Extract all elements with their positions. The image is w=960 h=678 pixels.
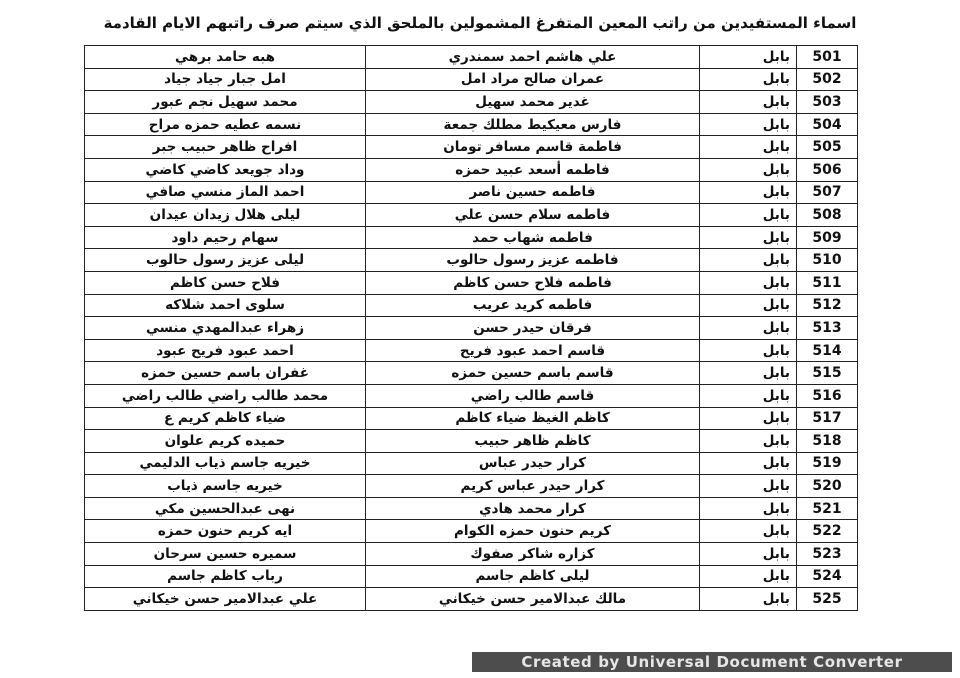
row-number-cell: 525 — [797, 588, 858, 611]
row-number-cell: 509 — [797, 226, 858, 249]
governorate-cell: بابل — [700, 339, 797, 362]
table-row — [85, 588, 858, 611]
converter-watermark: Created by Universal Document Converter — [472, 652, 952, 672]
table-row — [85, 339, 858, 362]
carer-name-cell: امل جبار جياد جياد — [85, 68, 366, 91]
beneficiary-name-cell: فاطمه شهاب حمد — [366, 226, 700, 249]
governorate-cell: بابل — [700, 520, 797, 543]
governorate-cell: بابل — [700, 317, 797, 340]
table-row — [85, 362, 858, 385]
carer-name-cell: سهام رحيم داود — [85, 226, 366, 249]
row-number-cell: 517 — [797, 407, 858, 430]
row-number-cell: 519 — [797, 452, 858, 475]
document-title: اسماء المستفيدين من راتب المعين المتفرغ المشمولين بالملحق الذي سيتم صرف راتبهم الايام القادمة — [103, 14, 857, 32]
row-number-cell: 515 — [797, 362, 858, 385]
table-row — [85, 543, 858, 566]
table-row — [85, 91, 858, 114]
beneficiary-name-cell: كاظم ظاهر حبيب — [366, 430, 700, 453]
carer-name-cell: هبه حامد برهي — [85, 46, 366, 69]
beneficiary-name-cell: غدير محمد سهيل — [366, 91, 700, 114]
table-row — [85, 249, 858, 272]
carer-name-cell: حميده كريم علوان — [85, 430, 366, 453]
carer-name-cell: ليلى هلال زيدان عيدان — [85, 204, 366, 227]
governorate-cell: بابل — [700, 407, 797, 430]
table-row — [85, 294, 858, 317]
table-row — [85, 407, 858, 430]
carer-name-cell: خيريه جاسم ذياب — [85, 475, 366, 498]
governorate-cell: بابل — [700, 204, 797, 227]
carer-name-cell: افراح ظاهر حبيب جبر — [85, 136, 366, 159]
table-row — [85, 136, 858, 159]
beneficiary-name-cell: قاسم باسم حسين حمزه — [366, 362, 700, 385]
beneficiary-name-cell: علي هاشم احمد سمندري — [366, 46, 700, 69]
governorate-cell: بابل — [700, 68, 797, 91]
row-number-cell: 501 — [797, 46, 858, 69]
beneficiary-name-cell: مالك عبدالامير حسن خيكاني — [366, 588, 700, 611]
governorate-cell: بابل — [700, 430, 797, 453]
carer-name-cell: غفران باسم حسين حمزه — [85, 362, 366, 385]
beneficiary-name-cell: كرار حيدر عباس — [366, 452, 700, 475]
governorate-cell: بابل — [700, 543, 797, 566]
table-row — [85, 181, 858, 204]
table-row — [85, 430, 858, 453]
governorate-cell: بابل — [700, 588, 797, 611]
beneficiary-name-cell: فارس معيكيط مطلك جمعة — [366, 113, 700, 136]
governorate-cell: بابل — [700, 497, 797, 520]
table-row — [85, 271, 858, 294]
governorate-cell: بابل — [700, 249, 797, 272]
beneficiary-name-cell: فرقان حيدر حسن — [366, 317, 700, 340]
beneficiary-name-cell: كزاره شاكر صفوك — [366, 543, 700, 566]
carer-name-cell: رباب كاظم جاسم — [85, 565, 366, 588]
beneficiary-name-cell: فاطمه فلاح حسن كاظم — [366, 271, 700, 294]
beneficiary-name-cell: قاسم طالب راضي — [366, 384, 700, 407]
governorate-cell: بابل — [700, 271, 797, 294]
governorate-cell: بابل — [700, 136, 797, 159]
governorate-cell: بابل — [700, 565, 797, 588]
row-number-cell: 524 — [797, 565, 858, 588]
carer-name-cell: محمد طالب راضي طالب راضي — [85, 384, 366, 407]
carer-name-cell: احمد عبود فريح عبود — [85, 339, 366, 362]
governorate-cell: بابل — [700, 181, 797, 204]
table-row — [85, 317, 858, 340]
table-row — [85, 520, 858, 543]
table-row — [85, 475, 858, 498]
carer-name-cell: احمد الماز منسي صافي — [85, 181, 366, 204]
governorate-cell: بابل — [700, 113, 797, 136]
table-row — [85, 113, 858, 136]
row-number-cell: 503 — [797, 91, 858, 114]
row-number-cell: 504 — [797, 113, 858, 136]
carer-name-cell: نسمه عطيه حمزه مراح — [85, 113, 366, 136]
beneficiary-name-cell: كريم حنون حمزه الكوام — [366, 520, 700, 543]
row-number-cell: 516 — [797, 384, 858, 407]
beneficiary-name-cell: فاطمه أسعد عبيد حمزه — [366, 158, 700, 181]
beneficiary-name-cell: كرار محمد هادي — [366, 497, 700, 520]
beneficiary-name-cell: فاطمه سلام حسن علي — [366, 204, 700, 227]
table-row — [85, 384, 858, 407]
governorate-cell: بابل — [700, 475, 797, 498]
beneficiary-name-cell: فاطمه كريد عريب — [366, 294, 700, 317]
governorate-cell: بابل — [700, 362, 797, 385]
governorate-cell: بابل — [700, 384, 797, 407]
carer-name-cell: سميره حسين سرحان — [85, 543, 366, 566]
beneficiary-name-cell: فاطمه حسين ناصر — [366, 181, 700, 204]
carer-name-cell: زهراء عبدالمهدي منسي — [85, 317, 366, 340]
governorate-cell: بابل — [700, 46, 797, 69]
beneficiary-name-cell: عمران صالح مراد امل — [366, 68, 700, 91]
governorate-cell: بابل — [700, 226, 797, 249]
row-number-cell: 514 — [797, 339, 858, 362]
carer-name-cell: ليلى عزيز رسول حالوب — [85, 249, 366, 272]
carer-name-cell: ايه كريم حنون حمزه — [85, 520, 366, 543]
table-row — [85, 46, 858, 69]
table-row — [85, 565, 858, 588]
table-row — [85, 497, 858, 520]
table-row — [85, 158, 858, 181]
row-number-cell: 523 — [797, 543, 858, 566]
row-number-cell: 506 — [797, 158, 858, 181]
row-number-cell: 512 — [797, 294, 858, 317]
carer-name-cell: ضياء كاظم كريم ع — [85, 407, 366, 430]
table-row — [85, 226, 858, 249]
row-number-cell: 502 — [797, 68, 858, 91]
governorate-cell: بابل — [700, 91, 797, 114]
row-number-cell: 520 — [797, 475, 858, 498]
carer-name-cell: خيريه جاسم ذياب الدليمي — [85, 452, 366, 475]
governorate-cell: بابل — [700, 452, 797, 475]
row-number-cell: 507 — [797, 181, 858, 204]
row-number-cell: 505 — [797, 136, 858, 159]
beneficiary-name-cell: فاطمة قاسم مسافر تومان — [366, 136, 700, 159]
beneficiary-name-cell: ليلى كاظم جاسم — [366, 565, 700, 588]
carer-name-cell: علي عبدالامير حسن خيكاني — [85, 588, 366, 611]
beneficiary-name-cell: كرار حيدر عباس كريم — [366, 475, 700, 498]
carer-name-cell: نهى عبدالحسين مكي — [85, 497, 366, 520]
row-number-cell: 522 — [797, 520, 858, 543]
table-row — [85, 68, 858, 91]
governorate-cell: بابل — [700, 294, 797, 317]
table-row — [85, 204, 858, 227]
row-number-cell: 511 — [797, 271, 858, 294]
beneficiaries-table — [84, 45, 858, 611]
carer-name-cell: سلوى احمد شلاكه — [85, 294, 366, 317]
beneficiary-name-cell: كاظم الغيظ ضياء كاظم — [366, 407, 700, 430]
row-number-cell: 508 — [797, 204, 858, 227]
row-number-cell: 521 — [797, 497, 858, 520]
carer-name-cell: وداد جويعد كاضي كاضي — [85, 158, 366, 181]
table-row — [85, 452, 858, 475]
table-body — [85, 46, 858, 611]
beneficiary-name-cell: فاطمه عزيز رسول حالوب — [366, 249, 700, 272]
row-number-cell: 518 — [797, 430, 858, 453]
carer-name-cell: محمد سهيل نجم عبور — [85, 91, 366, 114]
beneficiary-name-cell: قاسم احمد عبود فريح — [366, 339, 700, 362]
carer-name-cell: فلاح حسن كاظم — [85, 271, 366, 294]
row-number-cell: 510 — [797, 249, 858, 272]
row-number-cell: 513 — [797, 317, 858, 340]
governorate-cell: بابل — [700, 158, 797, 181]
